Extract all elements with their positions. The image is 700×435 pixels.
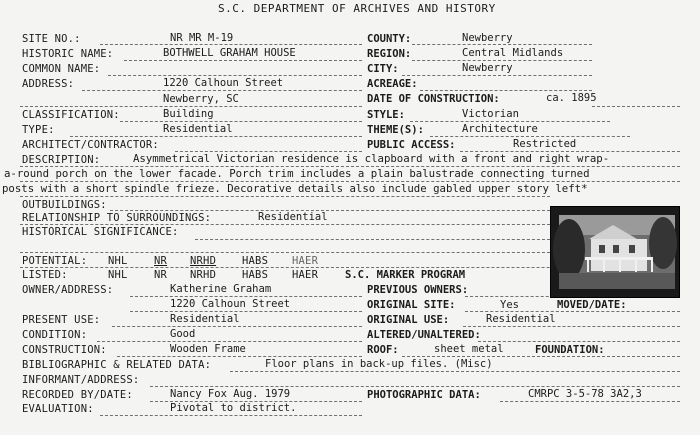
house-photo-graphic bbox=[551, 207, 679, 297]
public-access-value: Restricted bbox=[513, 138, 577, 150]
outbuildings-label: OUTBUILDINGS: bbox=[22, 199, 107, 211]
owner-label: OWNER/ADDRESS: bbox=[22, 284, 114, 296]
county-value: Newberry bbox=[462, 32, 513, 44]
present-use-label: PRESENT USE: bbox=[22, 314, 101, 326]
original-use-label: ORIGINAL USE: bbox=[367, 314, 450, 326]
potential-nrhd: NRHD bbox=[190, 255, 217, 267]
date-construction-value: ca. 1895 bbox=[546, 92, 597, 104]
construction-value: Wooden Frame bbox=[170, 343, 246, 355]
marker-program-label: S.C. MARKER PROGRAM bbox=[345, 269, 466, 281]
address-line-1: 1220 Calhoun Street bbox=[163, 77, 284, 89]
listed-habs: HABS bbox=[242, 269, 269, 281]
type-value: Residential bbox=[163, 123, 233, 135]
site-no-value: NR MR M-19 bbox=[170, 32, 234, 44]
listed-haer: HAER bbox=[292, 269, 319, 281]
description-label: DESCRIPTION: bbox=[22, 154, 101, 166]
relationship-value: Residential bbox=[258, 211, 328, 223]
moved-date-label: MOVED/DATE: bbox=[557, 299, 627, 311]
acreage-label: ACREAGE: bbox=[367, 78, 418, 90]
previous-owners-label: PREVIOUS OWNERS: bbox=[367, 284, 469, 296]
type-label: TYPE: bbox=[22, 124, 55, 136]
site-no-label: SITE NO.: bbox=[22, 33, 81, 45]
original-site-value: Yes bbox=[500, 299, 519, 311]
city-value: Newberry bbox=[462, 62, 513, 74]
listed-nhl: NHL bbox=[108, 269, 128, 281]
informant-label: INFORMANT/ADDRESS: bbox=[22, 374, 140, 386]
roof-label: ROOF: bbox=[367, 344, 399, 356]
classification-label: CLASSIFICATION: bbox=[22, 109, 120, 121]
recorded-label: RECORDED BY/DATE: bbox=[22, 389, 133, 401]
relationship-label: RELATIONSHIP TO SURROUNDINGS: bbox=[22, 212, 212, 224]
original-site-label: ORIGINAL SITE: bbox=[367, 299, 456, 311]
theme-value: Architecture bbox=[462, 123, 538, 135]
description-line-2: a-round porch on the lower facade. Porch trim includes a plain balustrade connecting turned bbox=[4, 167, 590, 180]
bibliographic-value: Floor plans in back-up files. (Misc) bbox=[265, 358, 493, 370]
potential-nr: NR bbox=[154, 255, 168, 267]
owner-address: 1220 Calhoun Street bbox=[170, 298, 291, 310]
evaluation-value: Pivotal to district. bbox=[170, 402, 297, 414]
photographic-label: PHOTOGRAPHIC DATA: bbox=[367, 389, 481, 401]
address-line-2: Newberry, SC bbox=[163, 93, 239, 105]
construction-label: CONSTRUCTION: bbox=[22, 344, 107, 356]
potential-label: POTENTIAL: bbox=[22, 255, 88, 267]
common-name-label: COMMON NAME: bbox=[22, 63, 101, 75]
condition-label: CONDITION: bbox=[22, 329, 88, 341]
altered-label: ALTERED/UNALTERED: bbox=[367, 329, 481, 341]
architect-label: ARCHITECT/CONTRACTOR: bbox=[22, 139, 159, 151]
description-line-1: Asymmetrical Victorian residence is clapboard with a front and right wrap- bbox=[133, 152, 610, 165]
photographic-value: CMRPC 3-5-78 3A2,3 bbox=[528, 388, 642, 400]
original-use-value: Residential bbox=[486, 313, 556, 325]
evaluation-label: EVALUATION: bbox=[22, 403, 94, 415]
listed-label: LISTED: bbox=[22, 269, 68, 281]
county-label: COUNTY: bbox=[367, 33, 412, 45]
potential-nhl: NHL bbox=[108, 255, 128, 267]
listed-nr: NR bbox=[154, 269, 168, 281]
listed-nrhd: NRHD bbox=[190, 269, 217, 281]
style-label: STYLE: bbox=[367, 109, 405, 121]
historic-name-value: BOTHWELL GRAHAM HOUSE bbox=[163, 47, 296, 59]
present-use-value: Residential bbox=[170, 313, 240, 325]
owner-name: Katherine Graham bbox=[170, 283, 272, 295]
significance-label: HISTORICAL SIGNIFICANCE: bbox=[22, 226, 179, 238]
description-line-3: posts with a short spindle frieze. Decorative details also include gabled upper story left* bbox=[2, 182, 588, 195]
page-title: S.C. DEPARTMENT OF ARCHIVES AND HISTORY bbox=[218, 2, 496, 15]
house-photo bbox=[550, 206, 680, 298]
date-construction-label: DATE OF CONSTRUCTION: bbox=[367, 93, 500, 105]
historic-name-label: HISTORIC NAME: bbox=[22, 48, 114, 60]
theme-label: THEME(S): bbox=[367, 124, 424, 136]
public-access-label: PUBLIC ACCESS: bbox=[367, 139, 456, 151]
roof-value: sheet metal bbox=[434, 343, 504, 355]
region-label: REGION: bbox=[367, 48, 412, 60]
style-value: Victorian bbox=[462, 108, 519, 120]
region-value: Central Midlands bbox=[462, 47, 564, 59]
classification-value: Building bbox=[163, 108, 214, 120]
address-label: ADDRESS: bbox=[22, 78, 75, 90]
recorded-value: Nancy Fox Aug. 1979 bbox=[170, 388, 291, 400]
foundation-label: FOUNDATION: bbox=[535, 344, 605, 356]
condition-value: Good bbox=[170, 328, 196, 340]
bibliographic-label: BIBLIOGRAPHIC & RELATED DATA: bbox=[22, 359, 212, 371]
potential-habs: HABS bbox=[242, 255, 269, 267]
potential-haer: HAER bbox=[292, 255, 319, 267]
city-label: CITY: bbox=[367, 63, 399, 75]
